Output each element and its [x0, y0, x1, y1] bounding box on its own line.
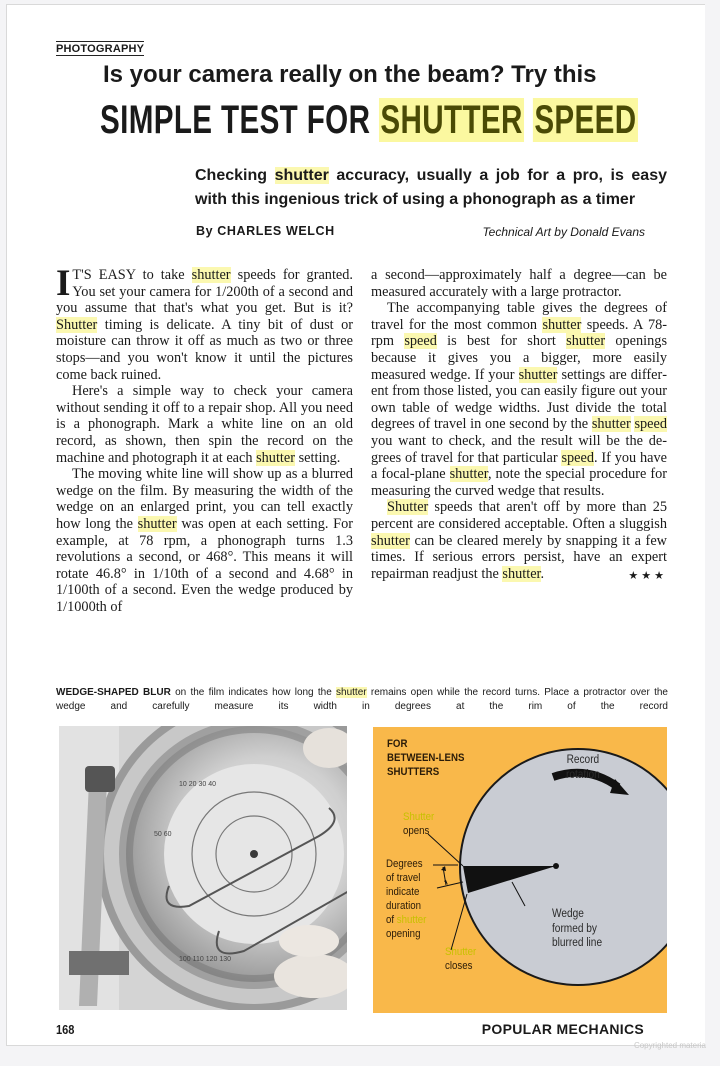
search-highlight: shutter: [274, 167, 329, 184]
wedge-diagram: [373, 727, 667, 1013]
search-highlight: shutter: [502, 565, 541, 582]
body-column-left: [56, 263, 353, 615]
shutter-closes-label: Shutter closes: [445, 946, 477, 972]
search-highlight: shutter: [449, 466, 488, 483]
search-highlight: shutter: [256, 449, 296, 466]
shutter-opens-label: Shutter opens: [403, 811, 435, 837]
paragraph: The accompanying table gives the degrees of travel for the most common shutter speeds. A 78-rpm speed is best for short shutter openings because it gives you a bigger, more easily measured wedge. If your shutter settings are different from those listed, you can easily figure out your own table of wedge widths. Just divide the total degrees of travel in one second by the shutter speed you want to check, and the result will be the degrees of travel for that particular speed. If you have a focal-plane shutter, note the special procedure for measuring the curved wedge that results.: [371, 300, 668, 499]
figure-caption: WEDGE-SHAPED BLUR on the film indicates how long the shutter remains open while the record turns. Place a protractor over the wedge and carefully measure its width in degrees at the rim of the record: [56, 687, 668, 712]
search-highlight: speed: [404, 333, 437, 350]
art-credit: Technical Art by Donald Evans: [482, 225, 645, 239]
paragraph: Shutter speeds that aren't off by more than 25 percent are considered acceptable. Often a sluggish shutter can be cleared merely by snapping it a few times. If serious errors persist, have an expert repairman readjust the shutter. ★★★: [371, 499, 667, 582]
record-rotation-label: Record rotation: [566, 754, 600, 781]
search-highlight: shutter: [336, 687, 367, 698]
degrees-of-travel-label: Degrees of travel indicate duration of shutter opening: [386, 858, 427, 940]
search-highlight: shutter: [591, 416, 631, 433]
page-number: 168: [56, 1022, 75, 1037]
deck-subheadline: Checking shutter accuracy, usually a job for a pro, is easy with this ingenious trick of using a phonograph as a timer: [195, 167, 668, 208]
paragraph: a second—approximately half a degree—can be measured accurately with a large protractor.: [371, 267, 667, 300]
search-highlight: SPEED: [534, 98, 637, 142]
section-tag: PHOTOGRAPHY: [56, 43, 145, 55]
search-highlight: shutter: [542, 316, 582, 333]
search-highlight: shutter: [566, 333, 606, 350]
turntable-protractor-image-icon: [59, 726, 347, 1010]
search-highlight: Shutter: [56, 316, 98, 333]
main-headline: [100, 95, 638, 145]
magazine-name: POPULAR MECHANICS: [481, 1021, 644, 1037]
search-highlight: Shutter: [387, 499, 429, 516]
byline: By CHARLES WELCH: [196, 224, 335, 238]
body-column-right: [371, 267, 667, 584]
wedge-label: Wedge formed by blurred line: [552, 908, 603, 949]
magazine-page: [6, 4, 705, 1046]
search-highlight: shutter: [137, 515, 177, 532]
paragraph: The moving white line will show up as a blurred wedge on the film. By measuring the width of the wedge on an enlarged print, you can tell exactly how long the shutter was open at each setting. For example, at 78 rpm, a phonograph turns 1.3 revolutions a second, or 468°. This means it will rotate 46.8° in 1/10th of a second and 4.68° in 1/100th of a second. Even the wedge produced by 1/1000th of: [56, 466, 353, 615]
search-highlight: SHUTTER: [380, 98, 523, 142]
search-highlight: shutter: [518, 366, 558, 383]
svg-text:100 110 120 130: 100 110 120 130: [179, 956, 232, 963]
search-highlight: speed: [634, 416, 667, 433]
end-mark-stars-icon: ★★★: [628, 568, 667, 582]
phonograph-photo: [59, 726, 347, 1010]
search-highlight: speed: [561, 449, 594, 466]
kicker-headline: Is your camera really on the beam? Try this: [103, 61, 597, 88]
search-highlight: shutter: [371, 532, 410, 549]
paragraph: I T'S EASY to take shutter speeds for granted. You set your camera for 1/200th of a second and you assume that that's what you get. But is it? Shutter timing is delicate. A tiny bit of dust or moisture can throw it off as much as two or three stops—and you won't know it until the pictures come back ruined.: [56, 263, 353, 383]
search-highlight: shutter: [191, 267, 231, 283]
diagram-title: FOR BETWEEN-LENS SHUTTERS: [387, 738, 465, 778]
drop-cap: I: [56, 263, 71, 304]
svg-text:50 60: 50 60: [154, 831, 172, 838]
paragraph: Here's a simple way to check your camera without sending it off to a repair shop. All you need is a phonograph. Mark a white line on an old record, as shown, then spin the record on the machine and photograph it at each shutter setting.: [56, 383, 353, 466]
svg-text:10 20 30 40: 10 20 30 40: [179, 781, 216, 788]
copyright-notice: Copyrighted materia: [633, 1041, 706, 1050]
headline-text: SIMPLE TEST FOR: [100, 98, 379, 142]
